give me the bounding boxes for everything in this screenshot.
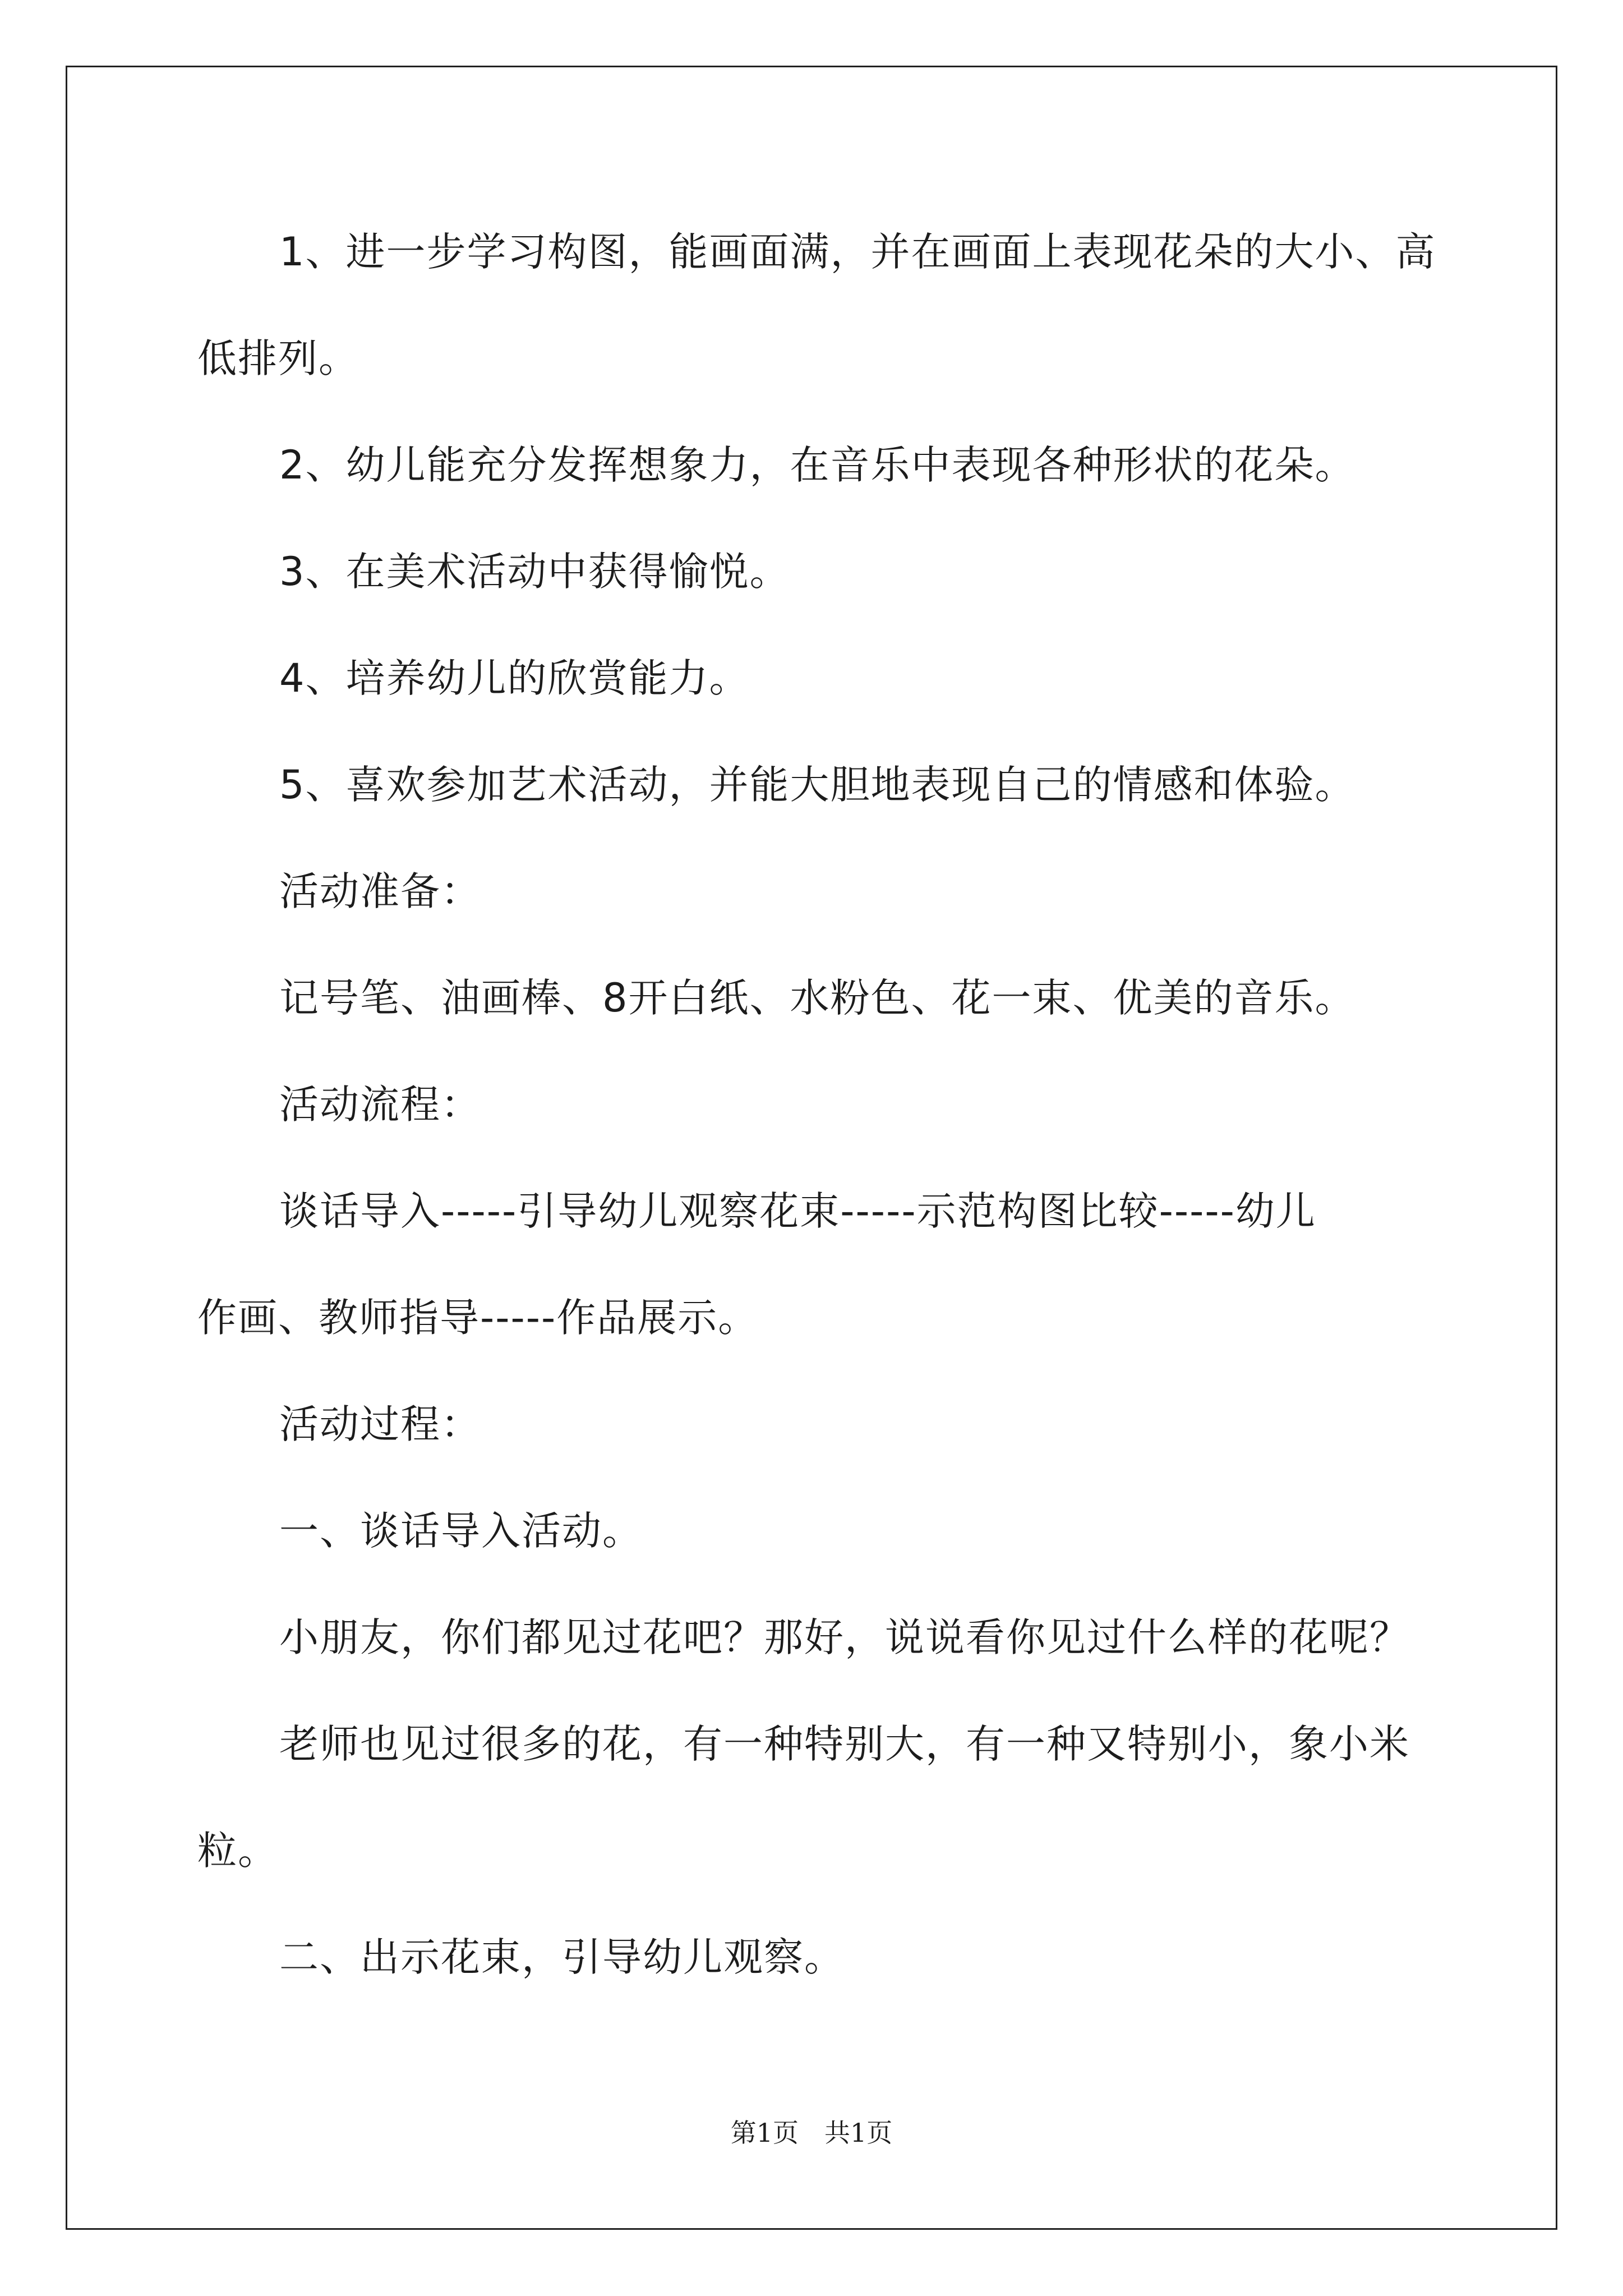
objective-1-line-2: 低排列。 [197,335,359,381]
page-number-footer: 第1页 共1页 [730,2118,893,2148]
process-step-1-text-line-1: 老师也见过很多的花，有一种特别大，有一种又特别小，象小米 [279,1721,1410,1767]
page-frame [66,66,1557,2230]
process-step-1-text-line-2: 粒。 [197,1828,278,1874]
objective-4: 4、培养幼儿的欣赏能力。 [279,655,750,701]
process-step-2-heading: 二、出示花束，引导幼儿观察。 [279,1934,845,1980]
process-step-1-question: 小朋友，你们都见过花吧？那好，说说看你见过什么样的花呢？ [279,1614,1410,1660]
section-heading-preparation: 活动准备： [279,868,481,914]
objective-1-line-1: 1、进一步学习构图，能画面满，并在画面上表现花朵的大小、高 [279,229,1436,275]
section-heading-flow: 活动流程： [279,1082,481,1128]
objective-5: 5、喜欢参加艺术活动，并能大胆地表现自己的情感和体验。 [279,762,1355,808]
process-step-1-heading: 一、谈话导入活动。 [279,1508,643,1554]
section-heading-process: 活动过程： [279,1401,481,1447]
objective-2: 2、幼儿能充分发挥想象力，在音乐中表现各种形状的花朵。 [279,442,1355,488]
flow-line-2: 作画、教师指导-----作品展示。 [197,1295,759,1341]
preparation-materials: 记号笔、油画棒、8开白纸、水粉色、花一束、优美的音乐。 [279,975,1355,1021]
objective-3: 3、在美术活动中获得愉悦。 [279,549,790,595]
flow-line-1: 谈话导入-----引导幼儿观察花束-----示范构图比较-----幼儿 [279,1188,1316,1234]
